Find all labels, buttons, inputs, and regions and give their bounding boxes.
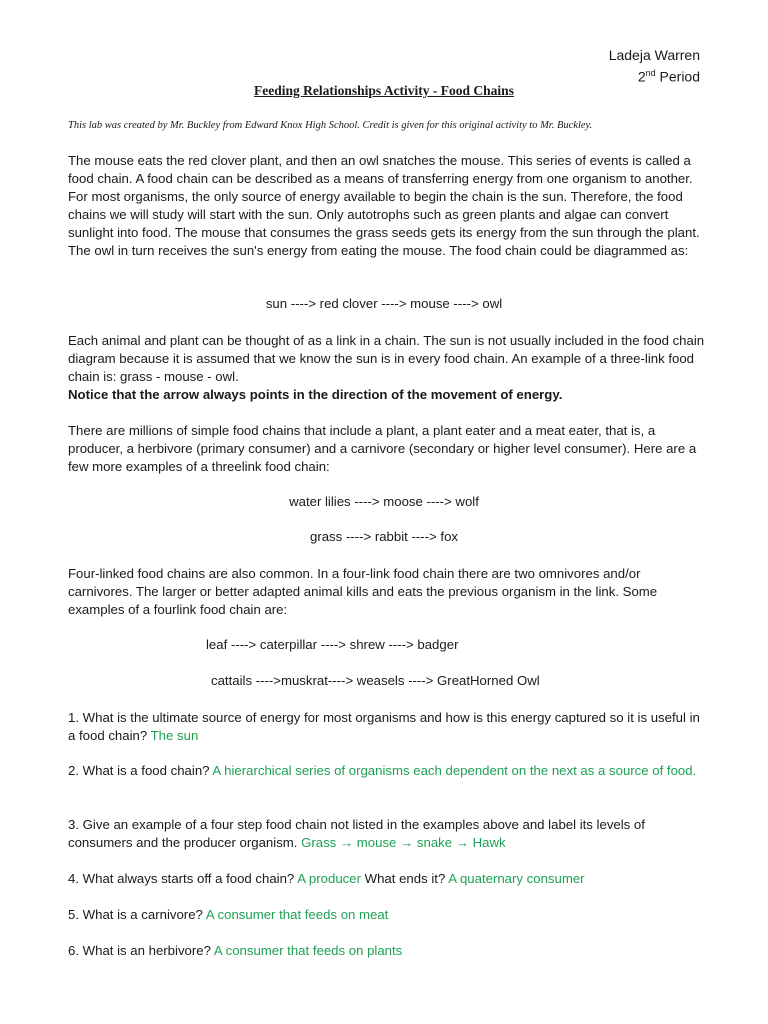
- food-chain-example-4: leaf ----> caterpillar ----> shrew ----> badger: [206, 637, 459, 652]
- answer-2: A hierarchical series of organisms each dependent on the next as a source of food.: [212, 763, 697, 778]
- question-2: 2. What is a food chain? A hierarchical series of organisms each dependent on the next as a source of food.: [68, 763, 697, 778]
- credit-line: This lab was created by Mr. Buckley from Edward Knox High School. Credit is given for this original activity to Mr. Buckley.: [68, 120, 593, 131]
- answer-6: A consumer that feeds on plants: [213, 943, 403, 958]
- three-link-paragraph: There are millions of simple food chains that include a plant, a plant eater and a meat eater, that is, a producer, a herbivore (primary consumer) and a carnivore (secondary or higher level consumer). Here are a few more examples of a threelink food chain:: [68, 423, 697, 474]
- answer-4a: A producer: [297, 871, 361, 886]
- intro-paragraph: The mouse eats the red clover plant, and then an owl snatches the mouse. This series of events is called a food chain. A food chain can be described as a means of transferring energy from one organism to another. For most organisms, the only source of energy available to begin the chain is the sun. Therefore, the food chains we will study will start with the sun. Only autotrophs such as green plants and algae can convert sunlight into food. The mouse that consumes the grass seeds gets its energy from the sun through the plant. The owl in turn receives the sun's energy from eating the mouse. The food chain could be diagrammed as:: [68, 153, 700, 258]
- question-3: 3. Give an example of a four step food chain not listed in the examples above and label its levels of consumers and the producer organism. Grass → mouse → snake → Hawk: [68, 817, 645, 850]
- four-link-paragraph: Four-linked food chains are also common. In a four-link food chain there are two omnivores and/or carnivores. The larger or better adapted animal kills and eats the previous organism in the link. Some examples of a fourlink food chain are:: [68, 566, 658, 617]
- food-chain-example-5: cattails ---->muskrat----> weasels ----> GreatHorned Owl: [211, 673, 540, 688]
- question-6: 6. What is an herbivore? A consumer that feeds on plants: [68, 943, 403, 958]
- question-5: 5. What is a carnivore? A consumer that feeds on meat: [68, 907, 389, 922]
- answer-5: A consumer that feeds on meat: [205, 907, 389, 922]
- links-paragraph: Each animal and plant can be thought of as a link in a chain. The sun is not usually included in the food chain diagram because it is assumed that we know the sun is in every food chain. An example of a three-link food chain is: grass - mouse - owl. Notice that the arrow always points in the direction of the movement of energy.: [68, 333, 705, 402]
- student-header: [609, 46, 700, 86]
- energy-direction-note: Notice that the arrow always points in the direction of the movement of energy.: [68, 387, 563, 402]
- food-chain-example-2: water lilies ----> moose ----> wolf: [289, 494, 479, 509]
- student-name: Ladeja Warren: [608, 47, 700, 63]
- answer-3: Grass → mouse → snake → Hawk: [301, 835, 506, 850]
- question-1: 1. What is the ultimate source of energy for most organisms and how is this energy captured so it is useful in a food chain? The sun: [68, 710, 700, 743]
- page-title: Feeding Relationships Activity - Food Chains: [254, 83, 514, 98]
- answer-4b: A quaternary consumer: [448, 871, 585, 886]
- student-period: 2nd Period: [637, 68, 700, 85]
- food-chain-example-1: sun ----> red clover ----> mouse ----> owl: [265, 296, 503, 311]
- food-chain-example-3: grass ----> rabbit ----> fox: [309, 529, 459, 544]
- question-4: 4. What always starts off a food chain? A producer What ends it? A quaternary consumer: [68, 871, 585, 886]
- answer-1: The sun: [150, 728, 199, 743]
